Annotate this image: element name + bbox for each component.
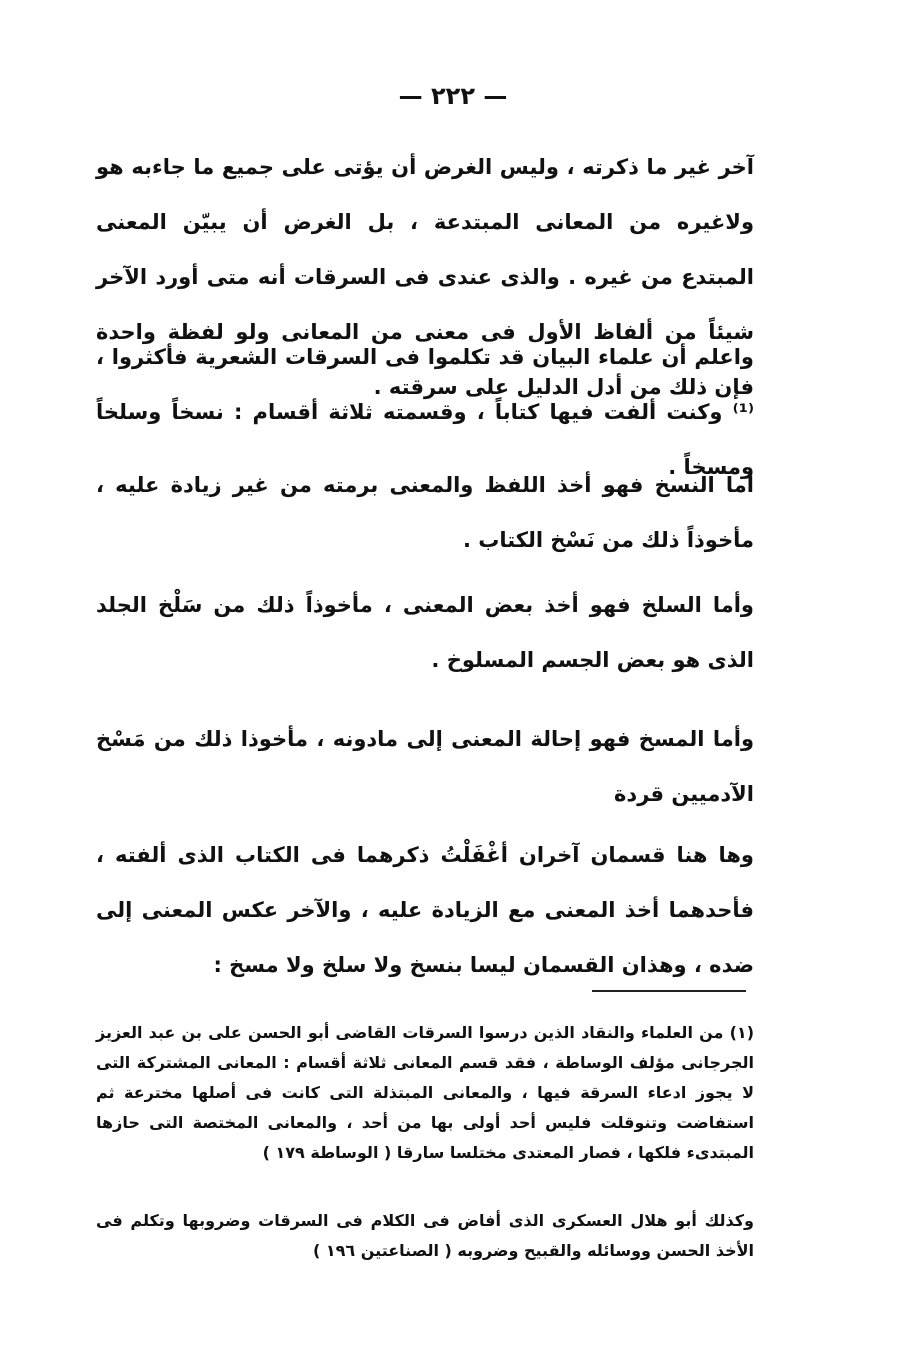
footnote-askari: وكذلك أبو هلال العسكرى الذى أفاض فى الكلام فى السرقات وضروبها وتكلم فى الأخذ الحسن ووسائله والقبيح وضروبه ( الصناعتين ١٩٦ ) — [96, 1211, 754, 1260]
footnote-divider — [592, 990, 746, 992]
paragraph-three-types: واعلم أن علماء البيان قد تكلموا فى السرقات الشعرية فأكثروا ،⁽¹⁾ وكنت ألفت فيها كتاباً ، وقسمته ثلاثة أقسام : نسخاً وسلخاً ومسخاً . — [96, 345, 754, 479]
paragraph-sariqat-definition: آخر غير ما ذكرته ، وليس الغرض أن يؤتى على جميع ما جاءبه هو ولاغيره من المعانى المبتدعة ، بل الغرض أن يبيّن المعنى المبتدع من غيره . والذى عندى فى السرقات أنه متى أورد الآخر شيئاً من ألفاظ الأول فى معنى من المعانى ولو لفظة واحدة فإن ذلك من أدل الدليل على سرقته . — [96, 155, 754, 399]
paragraph-maskh: وأما المسخ فهو إحالة المعنى إلى مادونه ، مأخوذا ذلك من مَسْخ الآدميين قردة — [96, 727, 754, 806]
paragraph-naskh: أما النسخ فهو أخذ اللفظ والمعنى برمته من غير زيادة عليه ، مأخوذاً ذلك من نَسْخ الكتاب . — [96, 473, 754, 552]
footnote-jurjani: (١) من العلماء والنقاد الذين درسوا السرقات القاضى أبو الحسن على بن عبد العزيز الجرجانى مؤلف الوساطة ، فقد قسم المعانى ثلاثة أقسام : المعانى المشتركة التى لا يجوز ادعاء السرقة فيها ، والمعانى المبتذلة التى كانت فى أصلها مخترعة ثم استفاضت وتنوقلت فليس أحد أولى بها من أحد ، والمعانى المختصة التى حازها المبتدىء فلكها ، فصار المعتدى مختلسا سارقا ( الوساطة ١٧٩ ) — [96, 1023, 754, 1162]
paragraph-two-more-types: وها هنا قسمان آخران أغْفَلْتُ ذكرهما فى الكتاب الذى ألفته ، فأحدهما أخذ المعنى مع الزيادة عليه ، والآخر عكس المعنى إلى ضده ، وهذان القسمان ليسا بنسخ ولا سلخ ولا مسخ : — [96, 843, 754, 977]
paragraph-salkh: وأما السلخ فهو أخذ بعض المعنى ، مأخوذاً ذلك من سَلْخ الجلد الذى هو بعض الجسم المسلوخ . — [96, 593, 754, 672]
page-number: — ٢٢٢ — — [398, 82, 508, 110]
